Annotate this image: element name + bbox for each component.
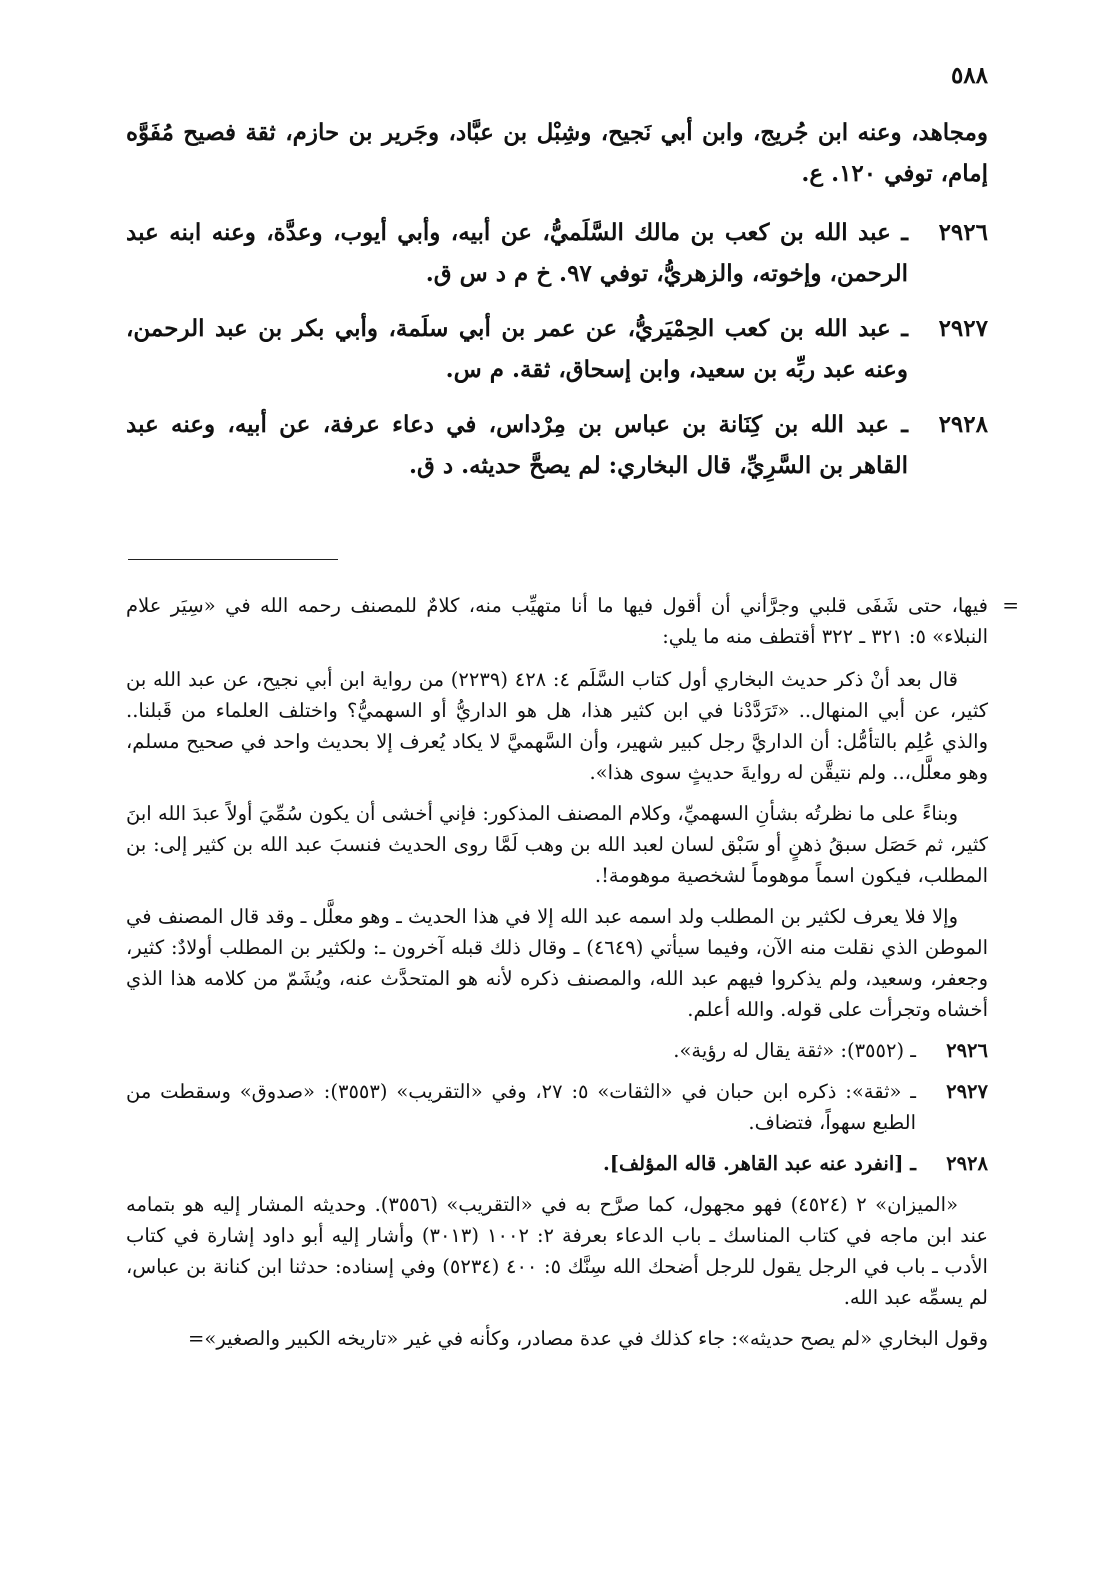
entry-number: ٢٩٢٦	[938, 219, 988, 246]
continuation-mark: =	[1002, 593, 1019, 617]
footnote-paragraph: قال بعد أنْ ذكر حديث البخاري أول كتاب السَّلَم ٤: ٤٢٨ (٢٢٣٩) من رواية ابن أبي نجيح، عن عبد الله بن كثير، عن أبي المنهال.. «تَرَدَّدْنا في ابن كثير هذا، هل هو الداريُّ أو السهميُّ؟ واختلف العلماء من قَبلنا.. والذي عُلِم بالتأمُّل: أن الداريَّ رجل كبير شهير، وأن السَّهميَّ لا يكاد يُعرف إلا بحديث واحد في صحيح مسلم، وهو معلَّل،.. ولم نتيقَّن له روايةَ حديثٍ سوى هذا».	[126, 668, 988, 784]
footnote-number: ٢٩٢٦	[946, 1039, 988, 1062]
entry-text: ـ عبد الله بن كعب الحِمْيَريُّ، عن عمر بن أبي سلَمة، وأبي بكر بن عبد الرحمن، وعنه عبد ربِّه بن سعيد، وابن إسحاق، ثقة. م س.	[126, 315, 908, 383]
footnotes	[126, 590, 1019, 1364]
footnote-text: ـ «ثقة»: ذكره ابن حبان في «الثقات» ٥: ٢٧، وفي «التقريب» (٣٥٥٣): «صدوق» وسقطت من الطبع سهواً، فتضاف.	[126, 1080, 916, 1134]
footnote-number: ٢٩٢٨	[946, 1152, 988, 1175]
footnote-number: ٢٩٢٧	[946, 1080, 988, 1103]
footnote-2928	[126, 1148, 988, 1179]
entry-2928	[126, 404, 988, 486]
footnote-continuation	[126, 590, 1019, 652]
entry-number: ٢٩٢٧	[938, 315, 988, 342]
main-continuation: ومجاهد، وعنه ابن جُريج، وابن أبي نَجيح، وشِبْل بن عبَّاد، وجَرير بن حازم، ثقة فصيح مُفَوَّه إمام، توفي ١٢٠. ع.	[126, 119, 988, 187]
footnote-tail-paragraph: وقول البخاري «لم يصح حديثه»: جاء كذلك في عدة مصادر، وكأنه في غير «تاريخه الكبير والصغير»=	[188, 1327, 988, 1350]
entry-text: ـ عبد الله بن كعب بن مالك السَّلَميُّ، عن أبيه، وأبي أيوب، وعدَّة، وعنه ابنه عبد الرحمن، وإخوته، والزهريُّ، توفي ٩٧. خ م د س ق.	[126, 219, 908, 287]
footnote-paragraph: وبناءً على ما نظرتُه بشأنِ السهميِّ، وكلام المصنف المذكور: فإني أخشى أن يكون سُمِّيَ أولاً عبدَ الله ابنَ كثير، ثم حَصَل سبقُ ذهنٍ أو سَبْق لسان لعبد الله بن وهب لَمَّا روى الحديث فنسبَ عبد الله بن كثير إلى: بن المطلب، فيكون اسماً موهوماً لشخصية موهومة!.	[126, 802, 988, 887]
footnote-tail-paragraph: «الميزان» ٢ (٤٥٢٤) فهو مجهول، كما صرَّح به في «التقريب» (٣٥٥٦). وحديثه المشار إليه هو بتمامه عند ابن ماجه في كتاب المناسك ـ باب الدعاء بعرفة ٢: ١٠٠٢ (٣٠١٣) وأشار إليه أبو داود إشارة في كتاب الأدب ـ باب في الرجل يقول للرجل أضحك الله سِنَّك ٥: ٤٠٠ (٥٢٣٤) وفي إسناده: حدثنا ابن كنانة بن عباس، لم يسمِّه عبد الله.	[126, 1193, 988, 1309]
entry-text: ـ عبد الله بن كِنَانة بن عباس بن مِرْداس، في دعاء عرفة، عن أبيه، وعنه عبد القاهر بن السَّرِيِّ، قال البخاري: لم يصحَّ حديثه. د ق.	[126, 411, 908, 479]
page-number: ٥٨٨	[950, 62, 988, 89]
footnote-paragraph: وإلا فلا يعرف لكثير بن المطلب ولد اسمه عبد الله إلا في هذا الحديث ـ وهو معلَّل ـ وقد قال المصنف في الموطن الذي نقلت منه الآن، وفيما سيأتي (٤٦٤٩) ـ وقال ذلك قبله آخرون ـ: ولكثير بن المطلب أولادٌ: كثير، وجعفر، وسعيد، ولم يذكروا فيهم عبد الله، والمصنف ذكره لأنه هو المتحدَّث عنه، ويُشَمّ من كلامه هذا الذي أخشاه وتجرأت على قوله. والله أعلم.	[126, 905, 988, 1021]
entry-2926	[126, 212, 988, 294]
entry-2927	[126, 308, 988, 390]
footnote-2926	[126, 1035, 988, 1066]
entry-number: ٢٩٢٨	[938, 411, 988, 438]
footnote-text: ـ [انفرد عنه عبد القاهر. قاله المؤلف].	[602, 1152, 916, 1175]
footnote-text: ـ (٣٥٥٢): «ثقة يقال له رؤية».	[673, 1039, 916, 1062]
footnote-continuation-text: فيها، حتى شَفَى قلبي وجرَّأني أن أقول فيها ما أنا متهيِّب منه، كلامٌ للمصنف رحمه الله في «سِيَر علام النبلاء» ٥: ٣٢١ ـ ٣٢٢ أقتطف منه ما يلي:	[126, 594, 988, 648]
main-text	[126, 112, 988, 500]
footnote-separator	[128, 559, 338, 560]
footnote-2927	[126, 1076, 988, 1138]
